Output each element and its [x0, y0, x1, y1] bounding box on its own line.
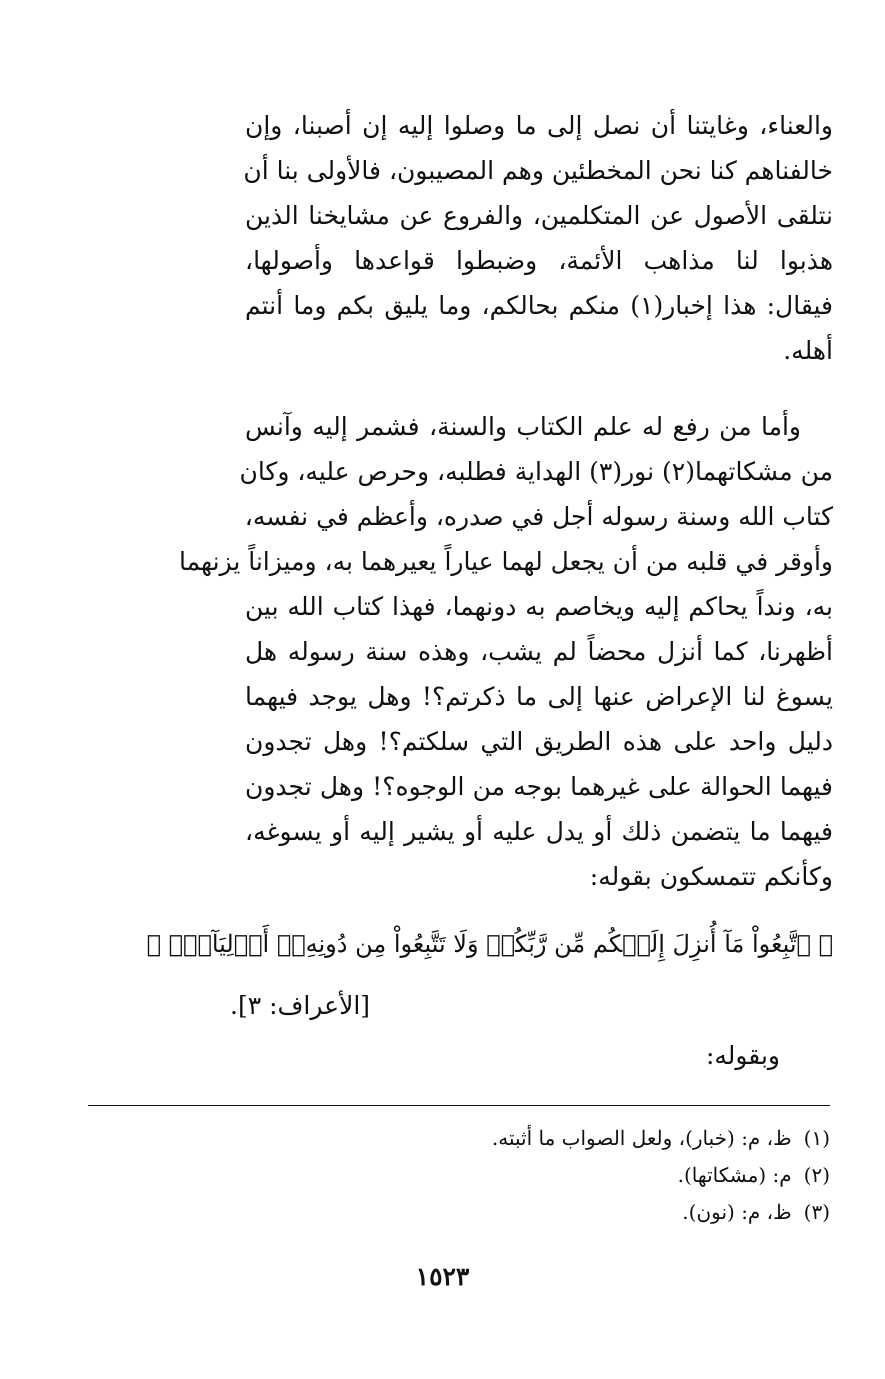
text-line: كتاب الله وسنة رسوله أجل في صدره، وأعظم في نفسه، [244, 502, 833, 531]
quran-verse: ﴿ ٱتَّبِعُواْ مَآ أُنزِلَ إِلَيۡكُم مِّن رَّبِّكُمۡ وَلَا تَتَّبِعُواْ مِن دُونِهِۦٓ أَوۡلِيَآءَۗ ﴾ [146, 930, 833, 958]
text-line: وكأنكم تتمسكون بقوله: [589, 862, 833, 891]
text-line: أهله. [783, 336, 833, 365]
text-line: فيهما الحوالة على غيرهما بوجه من الوجوه؟! وهل تجدون [245, 772, 833, 801]
closing-text: وبقوله: [705, 1041, 780, 1070]
footnote-number: (١) [803, 1126, 830, 1150]
paragraph-2 [178, 404, 833, 899]
page-number: ١٥٢٣ [415, 1262, 470, 1291]
text-line: من مشكاتهما(٢) نور(٣) الهداية فطلبه، وحرص عليه، وكان [239, 457, 833, 486]
text-line: أظهرنا، كما أنزل محضاً لم يشب، وهذه سنة رسوله هل [245, 637, 833, 666]
text-line: والعناء، وغايتنا أن نصل إلى ما وصلوا إليه إن أصبنا، وإن [245, 111, 833, 140]
footnote-number: (٢) [803, 1163, 830, 1187]
footnote-1 [130, 1120, 830, 1157]
text-line: وأوقر في قلبه من أن يجعل لهما عياراً يعيرهما به، وميزاناً يزنهما [178, 547, 833, 576]
text-line: خالفناهم كنا نحن المخطئين وهم المصيبون، فالأولى بنا أن [243, 156, 833, 185]
verse-reference: [الأعراف: ٣]. [230, 991, 371, 1020]
footnote-divider [88, 1105, 830, 1106]
text-line: دليل واحد على هذه الطريق التي سلكتم؟! وهل تجدون [245, 727, 833, 756]
text-line: به، ونداً يحاكم إليه ويخاصم به دونهما، فهذا كتاب الله بين [245, 592, 833, 621]
footnote-text: ظ، م: (خبار)، ولعل الصواب ما أثبته. [491, 1126, 792, 1150]
paragraph-1 [245, 103, 833, 373]
footnote-3 [130, 1194, 830, 1231]
text-line: يسوغ لنا الإعراض عنها إلى ما ذكرتم؟! وهل يوجد فيهما [245, 682, 833, 711]
text-line: وأما من رفع له علم الكتاب والسنة، فشمر إليه وآنس [245, 412, 801, 441]
footnote-text: م: (مشكاتها). [677, 1163, 792, 1187]
footnote-2 [130, 1157, 830, 1194]
footnote-text: ظ، م: (نون). [682, 1200, 792, 1224]
footnote-number: (٣) [803, 1200, 830, 1224]
text-line: فيقال: هذا إخبار(١) منكم بحالكم، وما يليق بكم وما أنتم [245, 291, 833, 320]
footnotes [130, 1120, 830, 1231]
text-line: فيهما ما يتضمن ذلك أو يدل عليه أو يشير إليه أو يسوغه، [245, 817, 833, 846]
text-line: هذبوا لنا مذاهب الأئمة، وضبطوا قواعدها وأصولها، [245, 246, 833, 275]
text-line: نتلقى الأصول عن المتكلمين، والفروع عن مشايخنا الذين [245, 201, 833, 230]
